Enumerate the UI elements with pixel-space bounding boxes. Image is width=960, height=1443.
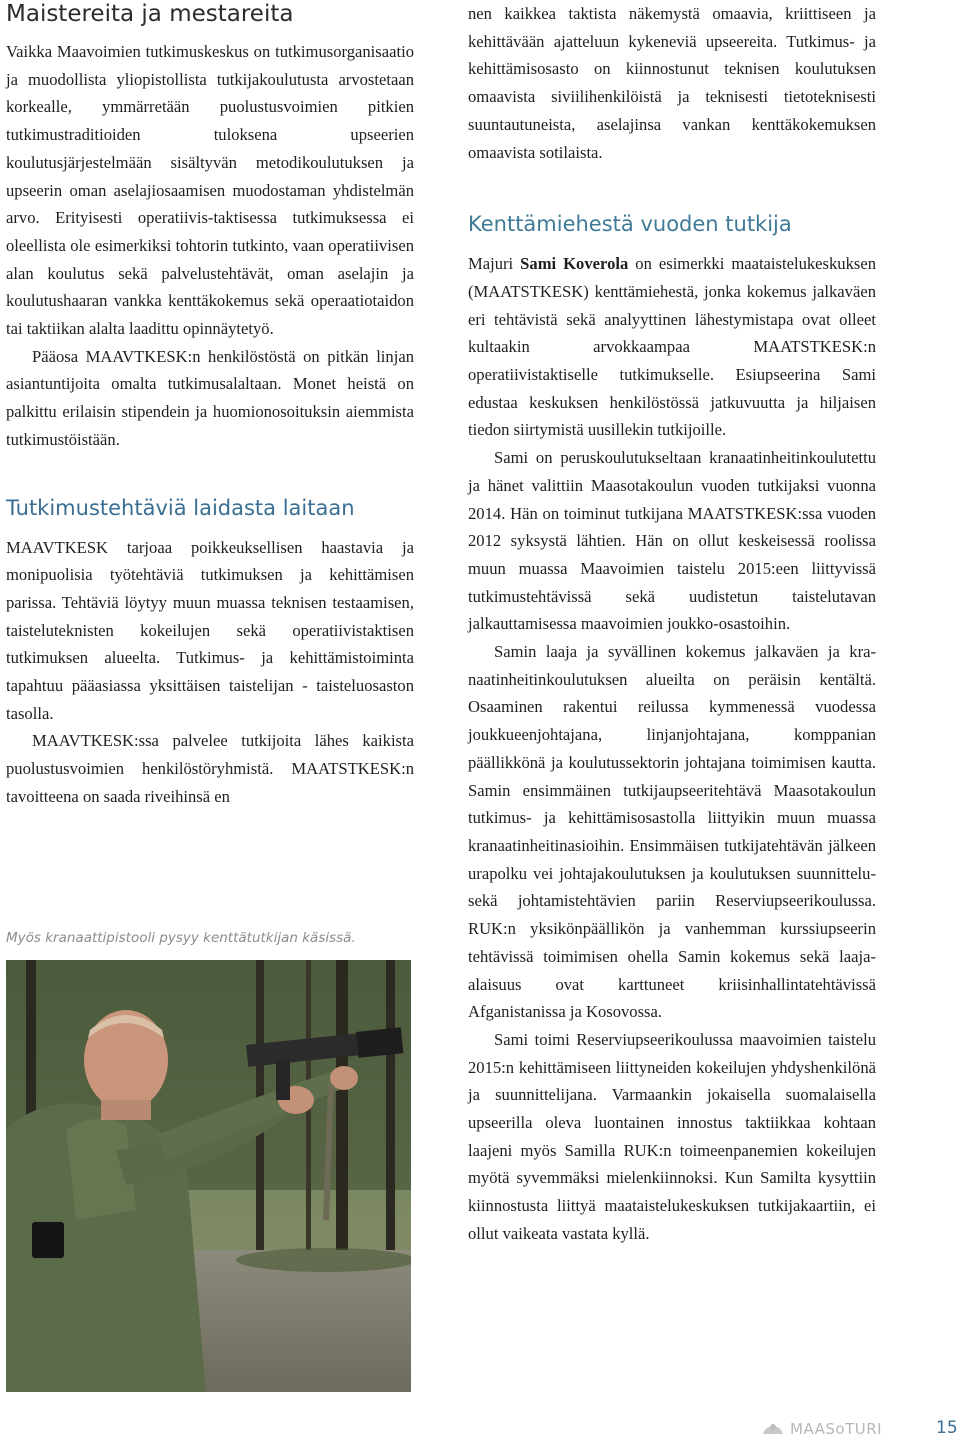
right-paragraph-4: Sami toimi Reserviupseerikoulussa maavoimien taistelu 2015:n kehittämiseen liittyneiden kokeilujen yhdyshenkilönä ja suunnittelijana. Varmaankin jokaisella suomalaisella upseerilla oleva luontainen innostus taktiikkaa kohtaan laajeni myös Samilla RUK:n toimeenpanemien kokeilujen myötä syvemmäksi mielenkiinnoksi. Kun Samilta kysyttiin kiinnostusta liittyä maataistelukeskuksen tutkijakaartiin, ei ollut vaikeata vastata kyllä.: [468, 1029, 876, 1243]
section-title-maistereita: Maistereita ja mestareita: [6, 1, 294, 27]
person-name: Sami Koverola: [520, 254, 629, 274]
logo-text: MAASoTURI: [790, 1420, 883, 1438]
p1-prefix: Majuri: [468, 254, 521, 274]
right-paragraph-1: [468, 250, 876, 444]
left-paragraph-2: Pääosa MAAVTKESK:n henkilöstöstä on pitkän linjan asiantuntijoita omalta tutkimusalaltaan. Monet heistä on palkittu erilaisin stipendein ja huomionosoituksin aiemmista tutkimustöistään.: [6, 346, 414, 449]
right-paragraph-3: Samin laaja ja syvällinen kokemus jalkaväen ja kranaatinheitinkoulutuksen alueilta on peräisin kentältä. Osaaminen rakentui reilussa kymmenessä vuodessa joukkueenjohtajana, linjanjohtajana, komppanian päällikkönä ja koulutussektorin johtajana toimimisen kautta. Samin ensimmäinen tutkijaupseeritehtävä Maasotakoulun tutkimus- ja kehittämisosastolla liittyikin muun muassa kranaatinheitinasioihin. Ensimmäisen tutkijatehtävän jälkeen urapolku vei johtajakoulutuksen ja koulutuksen suunnittelu- sekä johtamistehtävien pariin Reserviupseerikoulussa. RUK:n yksikönpäällikön ja vanhemman kurssiupseerin tehtävissä toimimisen ohella Samin kokemus sekä laaja-alaisuus ovat karttuneet kriisinhallintatehtävissä Afganistanissa ja Kosovossa.: [468, 642, 876, 1022]
soldier-photo: [6, 960, 411, 1392]
section-title-tutkimustehtavia: Tutkimustehtäviä laidasta laitaan: [6, 495, 355, 520]
left-column: [6, 0, 414, 811]
p1-rest: on esimerkki maataistelukeskuksen (MAATSTKESK) kenttämiehestä, jonka kokemus jalkaväen eri tehtävistä sekä analyyttinen lähestymistapa ovat olleet kultaakin arvokkaampaa MAATSTKESK:n operatiivistaktiselle tutkimukselle. Esiupseerina Sami edustaa keskuksen henkilöstössä jatkuvuutta ja hiljaisen tiedon siirtymistä uusillekin tutkijoille.: [468, 254, 877, 440]
photo-caption: Myös kranaattipistooli pysyy kenttätutkijan käsissä.: [6, 930, 356, 946]
right-paragraph-2: Sami on peruskoulutukseltaan kranaatinheitinkoulutettu ja hänet valittiin Maasotakoulun vuoden tutkijaksi vuonna 2014. Hän on toiminut tutkijana MAATSTKESK:ssa vuoden 2012 syksystä lähtien. Hän on ollut keskeisessä roolissa muun muassa Maavoimien taistelu 2015:een liittyvissä tutkimustehtävissä sekä uudistetun taistelutavan jalkauttamisessa maavoimien joukko-osastoihin.: [468, 448, 876, 634]
page-number: 15: [936, 1418, 958, 1438]
left-paragraph-1: Vaikka Maavoimien tutkimuskeskus on tutkimusorganisaatio ja muodollista yliopistollista tutkijakoulutusta arvostetaan korkealle, ymmärretään puolustusvoimien pitkien tutkimustraditioiden tuloksena upseerien koulutusjärjestelmään sisältyvän metodikoulutuksen ja upseerin oman aselajiosaamisen muodostaman yhdistelmän arvo. Erityisesti operatiivis-taktisessa tutkimuksessa ei oleellista ole esimerkiksi tohtorin tutkinto, vaan operatiivisen alan koulutus sekä palvelustehtävät, oman aselajin ja koulutushaaran vankka kenttäkokemus sekä operaatiotaidon tai taktiikan alalta laadittu opinnäytetyö.: [6, 42, 414, 339]
left-paragraph-3: MAAVTKESK tarjoaa poikkeuksellisen haastavia ja monipuolisia työtehtäviä tutkimuksen ja kehittämisen parissa. Tehtäviä löytyy muun muassa teknisen testaamisen, taisteluteknisten kokeilujen sekä operatiivistaktisen tutkimuksen alueelta. Tutkimus- ja kehittämistoiminta tapahtuu pääasiassa yksittäisen taistelijan - taisteluosaston tasolla.: [6, 537, 414, 723]
magazine-logo: [762, 1420, 882, 1438]
left-paragraph-4: MAAVTKESK:ssa palvelee tutkijoita lähes kaikista puolustusvoimien henkilöstöryhmistä. MAATSTKESK:n tavoitteena on saada riveihinsä en: [6, 731, 414, 806]
logo-emblem-icon: [762, 1422, 784, 1436]
right-column: [468, 0, 876, 1248]
right-paragraph-0: nen kaikkea taktista näkemystä omaavia, kriittiseen ja kehittävään ajatteluun kykeneviä upseereita. Tutkimus- ja kehittämisosasto on kiinnostunut teknisen koulutuksen omaavista siviilihenkilöistä ja teknisesti tietoteknisesti suuntautuneista, aselajinsa vankan kenttäkokemuksen omaavista sotilaista.: [468, 4, 876, 162]
section-title-kenttamiehesta: Kenttämiehestä vuoden tutkija: [468, 212, 792, 237]
